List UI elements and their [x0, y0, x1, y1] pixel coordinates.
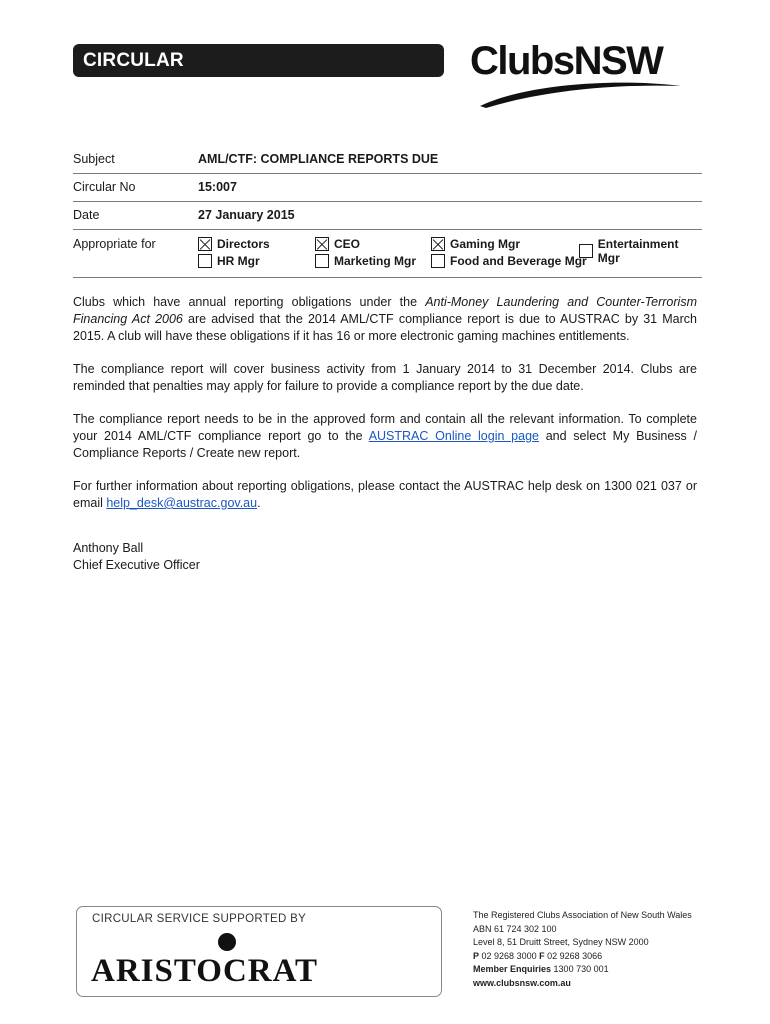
- checkbox-ceo[interactable]: [315, 237, 360, 251]
- appropriate-row: [73, 230, 702, 278]
- p1-text-2: are advised that the 2014 AML/CTF compliance report is due to AUSTRAC by 31 March 2015. A club will have these obligations if it has 16 or more electronic gaming machines entitlements.: [73, 312, 697, 343]
- p1-text: Clubs which have annual reporting obligations under the: [73, 295, 426, 309]
- p3-text: The compliance report needs to be in the approved form and contain all the relevant information. To complete your 2014 AML/CTF compliance report go to the: [73, 412, 697, 443]
- checkbox-checked-icon[interactable]: [431, 237, 445, 251]
- checkbox-label: HR Mgr: [217, 254, 260, 268]
- phone-label: P: [473, 950, 480, 961]
- austrac-login-link[interactable]: AUSTRAC Online login page: [368, 429, 539, 443]
- enquiries-number: 1300 730 001: [553, 964, 609, 974]
- paragraph-2: The compliance report will cover business activity from 1 January 2014 to 31 December 2014. Clubs are reminded that penalties may apply for failure to provide a compliance report by the due date.: [73, 362, 697, 393]
- sponsor-label: CIRCULAR SERVICE SUPPORTED BY: [92, 913, 307, 925]
- date-row: [73, 202, 702, 230]
- banner-title: CIRCULAR: [83, 50, 184, 71]
- aristocrat-logo: [89, 933, 318, 995]
- fax-label: F: [539, 950, 545, 961]
- paragraph-4: [73, 478, 697, 512]
- enquiries-label: Member Enquiries: [473, 964, 552, 974]
- footer-website[interactable]: [473, 977, 692, 991]
- fax-number: 02 9268 3066: [547, 950, 603, 961]
- phone-number: 02 9268 3000: [481, 950, 537, 961]
- signatory-name: Anthony Ball: [73, 541, 144, 555]
- checkbox-entertainment-mgr[interactable]: [579, 237, 702, 265]
- logo-wordmark: ClubsNSW: [470, 39, 663, 83]
- website-link[interactable]: www.clubsnsw.com.au: [473, 977, 571, 988]
- paragraph-3: [73, 411, 697, 462]
- act-name: Anti-Money Laundering and Counter-Terrorism Financing Act 2006: [73, 295, 697, 326]
- sponsor-box: [76, 906, 442, 997]
- aristocrat-dot-icon: [218, 933, 236, 951]
- footer-address: Level 8, 51 Druitt Street, Sydney NSW 2000: [473, 937, 649, 947]
- circular-body: [73, 294, 697, 528]
- logo-swoosh-icon: [476, 80, 681, 110]
- checkbox-unchecked-icon[interactable]: [198, 254, 212, 268]
- p4-text: For further information about reporting obligations, please contact the AUSTRAC help desk on 1300 021 037 or email: [73, 479, 697, 510]
- checkbox-marketing-mgr[interactable]: [315, 254, 416, 268]
- circular-no-label: Circular No: [73, 180, 136, 194]
- checkbox-label: Marketing Mgr: [334, 254, 417, 268]
- footer-contact: [473, 909, 692, 990]
- aristocrat-wordmark: ARISTOCRAT: [91, 953, 318, 989]
- subject-label: Subject: [73, 152, 115, 166]
- footer-org: The Registered Clubs Association of New South Wales: [473, 910, 692, 920]
- checkbox-checked-icon[interactable]: [198, 237, 212, 251]
- checkbox-label: Food and Beverage Mgr: [450, 254, 587, 268]
- p3-text-2: and select My Business / Compliance Reports / Create new report.: [73, 429, 698, 460]
- circular-no-value: 15:007: [198, 180, 237, 194]
- circular-no-row: [73, 174, 702, 202]
- footer-abn: ABN 61 724 302 100: [473, 923, 557, 934]
- footer-enquiries: [473, 963, 692, 977]
- appropriate-label: Appropriate for: [73, 237, 156, 251]
- checkbox-food-beverage-mgr[interactable]: [431, 254, 587, 268]
- circular-banner: [73, 44, 444, 77]
- checkbox-gaming-mgr[interactable]: [431, 237, 520, 251]
- subject-row: [73, 146, 702, 174]
- checkbox-checked-icon[interactable]: [315, 237, 329, 251]
- checkbox-directors[interactable]: [198, 237, 270, 251]
- date-label: Date: [73, 208, 100, 222]
- checkbox-label: Directors: [217, 237, 270, 251]
- signatory-title: Chief Executive Officer: [73, 558, 200, 572]
- checkbox-label: CEO: [334, 237, 361, 251]
- clubsnsw-logo: [470, 38, 685, 113]
- checkbox-unchecked-icon[interactable]: [315, 254, 329, 268]
- p4-text-2: .: [257, 496, 261, 510]
- paragraph-1: [73, 294, 697, 345]
- date-value: 27 January 2015: [198, 208, 295, 222]
- circular-meta: [73, 146, 702, 230]
- checkbox-hr-mgr[interactable]: [198, 254, 260, 268]
- help-desk-email-link[interactable]: help_desk@austrac.gov.au: [106, 496, 258, 510]
- subject-value: AML/CTF: COMPLIANCE REPORTS DUE: [198, 152, 439, 166]
- footer-phone-fax: [473, 950, 692, 964]
- signature-block: [73, 540, 200, 574]
- checkbox-label: Gaming Mgr: [450, 237, 521, 251]
- checkbox-unchecked-icon[interactable]: [431, 254, 445, 268]
- checkbox-label: Entertainment Mgr: [597, 237, 679, 265]
